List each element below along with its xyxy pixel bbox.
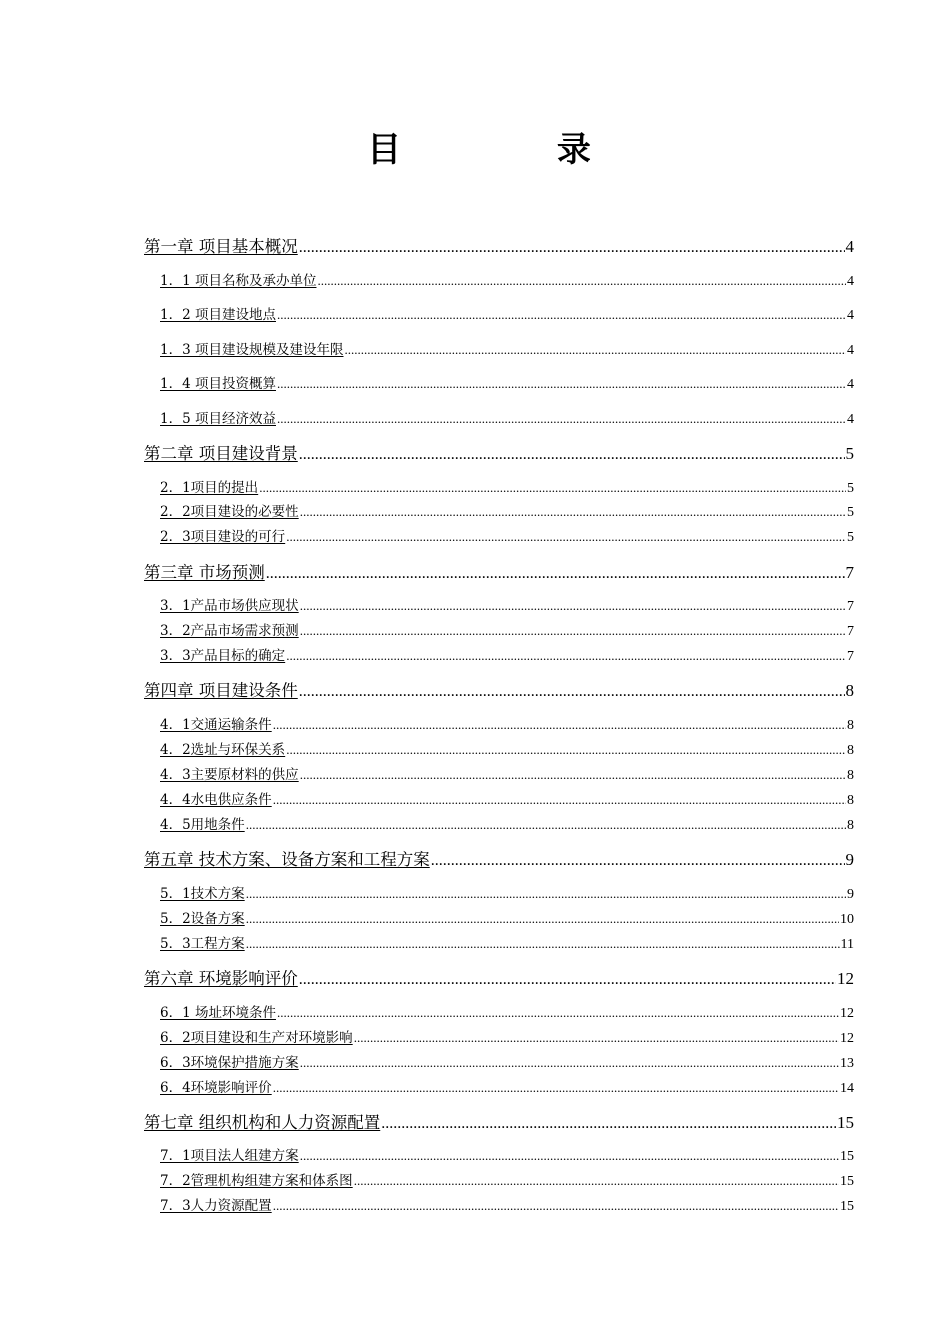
toc-entry-label: 6．1 场址环境条件: [160, 1005, 276, 1021]
dot-leader: [431, 850, 845, 872]
toc-entry-label: 4．1交通运输条件: [160, 717, 272, 733]
toc-section-link[interactable]: [160, 1172, 854, 1191]
dot-leader: [246, 885, 846, 903]
toc-section-link[interactable]: [160, 647, 854, 666]
dot-leader: [300, 622, 846, 640]
toc-section-link[interactable]: [160, 1004, 854, 1023]
dot-leader: [381, 1113, 836, 1135]
toc-entry-label: 第七章 组织机构和人力资源配置: [144, 1113, 381, 1132]
toc-page-number: 11: [840, 937, 854, 952]
toc-entry-label: 4．5用地条件: [160, 817, 245, 833]
dot-leader: [317, 272, 846, 290]
dot-leader: [299, 969, 836, 991]
toc-section-link[interactable]: [160, 341, 854, 360]
dot-leader: [246, 910, 839, 928]
toc-entry-label: 2．3项目建设的可行: [160, 529, 286, 545]
toc-page-number: 8: [847, 768, 854, 783]
toc-section-link[interactable]: [160, 766, 854, 785]
dot-leader: [277, 306, 846, 324]
toc-section-link[interactable]: [160, 410, 854, 429]
toc-section-link[interactable]: [160, 306, 854, 325]
toc-page-number: 9: [847, 887, 854, 902]
dot-leader: [273, 1079, 839, 1097]
toc-section-link[interactable]: [160, 1197, 854, 1216]
toc-entry-label: 4．2选址与环保关系: [160, 742, 286, 758]
toc-entry-label: 2．2项目建设的必要性: [160, 504, 299, 520]
dot-leader: [266, 563, 845, 585]
toc-entry-label: 7．1项目法人组建方案: [160, 1148, 299, 1164]
toc-page-number: 13: [840, 1056, 854, 1071]
dot-leader: [273, 1197, 839, 1215]
toc-page-number: 8: [847, 793, 854, 808]
toc-page-number: 4: [847, 377, 854, 392]
toc-entry-label: 1．4 项目投资概算: [160, 376, 276, 392]
toc-entry-label: 2．1项目的提出: [160, 480, 259, 496]
toc-page-number: 8: [847, 718, 854, 733]
toc-page-number: 5: [847, 530, 854, 545]
toc-section-link[interactable]: [160, 791, 854, 810]
toc-entry-label: 5．2设备方案: [160, 911, 245, 927]
toc-section-link[interactable]: [160, 622, 854, 641]
toc-section-link[interactable]: [160, 597, 854, 616]
dot-leader: [299, 237, 845, 259]
toc-page-number: 7: [847, 599, 854, 614]
dot-leader: [299, 681, 845, 703]
toc-page-number: 4: [847, 274, 854, 289]
toc-page-number: 4: [847, 343, 854, 358]
toc-entry-label: 7．2管理机构组建方案和体系图: [160, 1173, 353, 1189]
dot-leader: [299, 444, 845, 466]
toc-page-number: 8: [847, 743, 854, 758]
toc-entry-label: 4．3主要原材料的供应: [160, 767, 299, 783]
toc-section-link[interactable]: [160, 1079, 854, 1098]
toc-section-link[interactable]: [160, 272, 854, 291]
dot-leader: [277, 375, 846, 393]
toc-entry-label: 1．5 项目经济效益: [160, 411, 276, 427]
toc-entry-label: 第一章 项目基本概况: [144, 237, 298, 256]
toc-section-link[interactable]: [160, 885, 854, 904]
toc-entry-label: 第四章 项目建设条件: [144, 681, 298, 700]
dot-leader: [246, 935, 840, 953]
toc-entry-label: 第二章 项目建设背景: [144, 444, 298, 463]
dot-leader: [344, 341, 846, 359]
toc-page-number: 12: [837, 969, 854, 988]
toc-section-link[interactable]: [160, 375, 854, 394]
toc-entry-label: 1．3 项目建设规模及建设年限: [160, 342, 344, 358]
toc-page-number: 10: [840, 912, 854, 927]
toc-section-link[interactable]: [160, 479, 854, 498]
dot-leader: [273, 791, 846, 809]
toc-entry-label: 4．4水电供应条件: [160, 792, 272, 808]
toc-chapter-link[interactable]: [144, 968, 854, 991]
toc-chapter-link[interactable]: [144, 1112, 854, 1135]
toc-chapter-link[interactable]: [144, 849, 854, 872]
dot-leader: [277, 1004, 839, 1022]
toc-page-number: 15: [840, 1149, 854, 1164]
toc-page-number: 8: [847, 818, 854, 833]
dot-leader: [300, 1054, 839, 1072]
toc-page-number: 14: [840, 1081, 854, 1096]
toc-page-number: 7: [845, 563, 854, 582]
dot-leader: [300, 1147, 839, 1165]
toc-page-number: 4: [845, 237, 854, 256]
toc-page-number: 15: [837, 1113, 854, 1132]
dot-leader: [354, 1172, 839, 1190]
toc-page-number: 9: [845, 850, 854, 869]
dot-leader: [354, 1029, 839, 1047]
dot-leader: [259, 479, 846, 497]
toc-section-link[interactable]: [160, 741, 854, 760]
toc-page-number: 15: [840, 1174, 854, 1189]
toc-entry-label: 1．1 项目名称及承办单位: [160, 273, 317, 289]
dot-leader: [286, 741, 846, 759]
toc-entry-label: 5．3工程方案: [160, 936, 245, 952]
toc-section-link[interactable]: [160, 528, 854, 547]
toc-entry-label: 第六章 环境影响评价: [144, 969, 298, 988]
toc-entry-label: 7．3人力资源配置: [160, 1198, 272, 1214]
toc-entry-label: 3．1产品市场供应现状: [160, 598, 299, 614]
toc-entry-label: 6．2项目建设和生产对环境影响: [160, 1030, 353, 1046]
toc-entry-label: 第五章 技术方案、设备方案和工程方案: [144, 850, 430, 869]
toc-section-link[interactable]: [160, 816, 854, 835]
dot-leader: [273, 716, 846, 734]
toc-section-link[interactable]: [160, 1054, 854, 1073]
toc-page-number: 12: [840, 1006, 854, 1021]
dot-leader: [300, 597, 846, 615]
toc-chapter-link[interactable]: [144, 562, 854, 585]
toc-entry-label: 3．2产品市场需求预测: [160, 623, 299, 639]
toc-chapter-link[interactable]: [144, 680, 854, 703]
toc-section-link[interactable]: [160, 910, 854, 929]
toc-section-link[interactable]: [160, 716, 854, 735]
toc-page-number: 7: [847, 649, 854, 664]
dot-leader: [300, 503, 846, 521]
toc-section-link[interactable]: [160, 935, 854, 954]
page-title: 目 录: [367, 130, 663, 170]
toc-entry-label: 6．3环境保护措施方案: [160, 1055, 299, 1071]
toc-chapter-link[interactable]: [144, 236, 854, 259]
dot-leader: [277, 410, 846, 428]
toc-section-link[interactable]: [160, 1147, 854, 1166]
toc-page-number: 12: [840, 1031, 854, 1046]
toc-page-number: 7: [847, 624, 854, 639]
toc-section-link[interactable]: [160, 1029, 854, 1048]
toc-page-number: 5: [845, 444, 854, 463]
toc-section-link[interactable]: [160, 503, 854, 522]
dot-leader: [246, 816, 846, 834]
toc-page-number: 4: [847, 308, 854, 323]
toc-chapter-link[interactable]: [144, 443, 854, 466]
toc-page-number: 15: [840, 1199, 854, 1214]
toc-entry-label: 5．1技术方案: [160, 886, 245, 902]
dot-leader: [286, 647, 846, 665]
toc-entry-label: 6．4环境影响评价: [160, 1080, 272, 1096]
toc-entry-label: 3．3产品目标的确定: [160, 648, 286, 664]
toc-page-number: 5: [847, 505, 854, 520]
dot-leader: [300, 766, 846, 784]
toc-page-number: 8: [845, 681, 854, 700]
toc-entry-label: 1．2 项目建设地点: [160, 307, 276, 323]
toc-page-number: 4: [847, 412, 854, 427]
toc-page-number: 5: [847, 481, 854, 496]
toc-entry-label: 第三章 市场预测: [144, 563, 265, 582]
dot-leader: [286, 528, 846, 546]
